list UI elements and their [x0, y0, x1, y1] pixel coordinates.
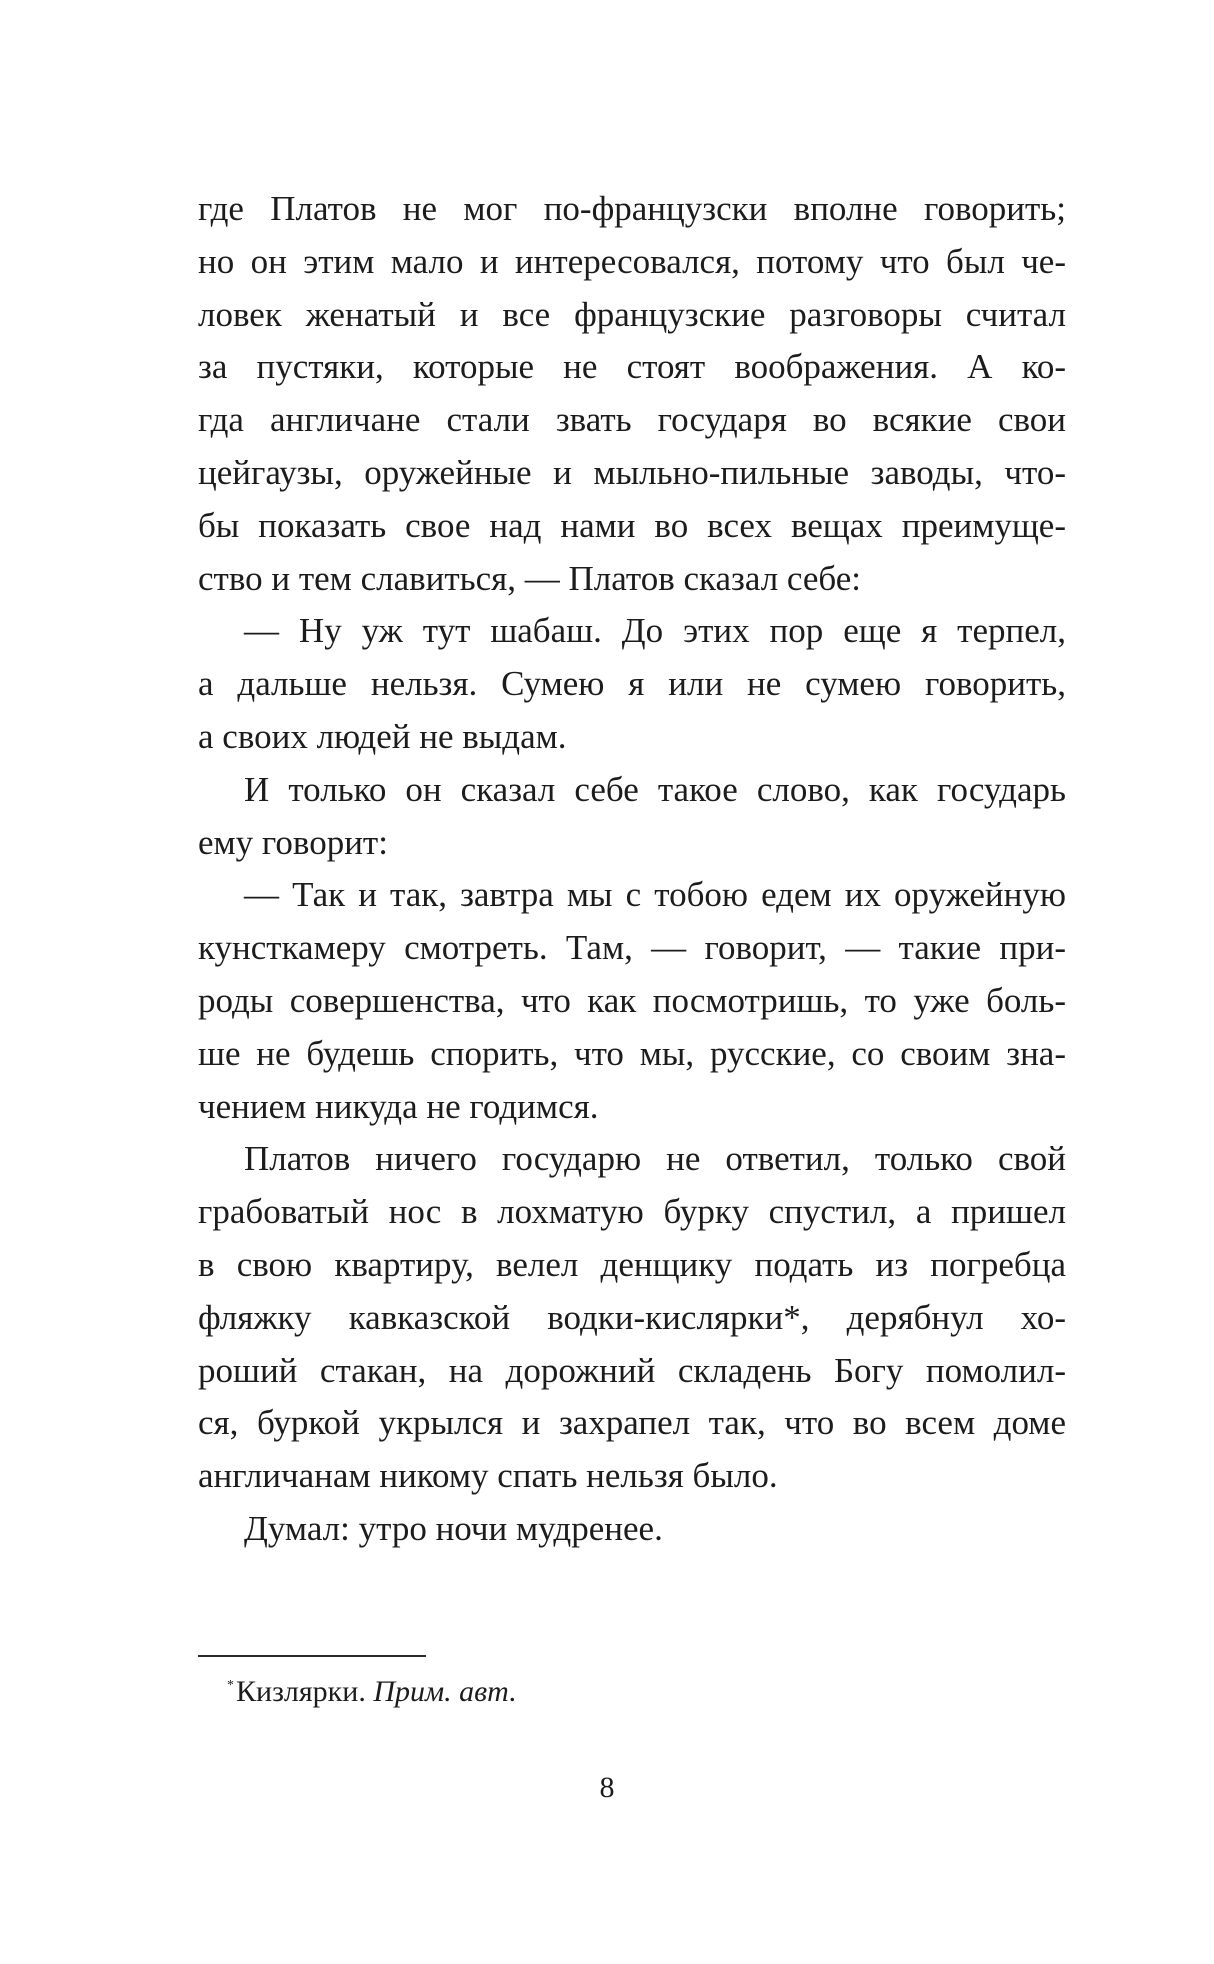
- footnote-separator: [198, 1655, 426, 1657]
- footnote-marker: *: [227, 1678, 234, 1693]
- text-line: ловек женатый и все французские разговоры считал: [198, 294, 1066, 334]
- footnote-text: Кизлярки.: [236, 1675, 366, 1708]
- text-line: англичанам никому спать нельзя было.: [198, 1456, 778, 1496]
- text-line: гда англичане стали звать государя во всякие свои: [198, 400, 1066, 440]
- text-line: роший стакан, на дорожний складень Богу помолил-: [198, 1350, 1066, 1390]
- text-line: Думал: утро ночи мудренее.: [244, 1508, 663, 1548]
- text-line: где Платов не мог по-французски вполне говорить;: [198, 189, 1066, 228]
- text-line: ся, буркой укрылся и захрапел так, что во всем доме: [198, 1403, 1066, 1443]
- text-line: за пустяки, которые не стоят воображения. А ко-: [198, 347, 1066, 387]
- page-number: 8: [599, 1771, 615, 1804]
- text-line: цейгаузы, оружейные и мыльно-пильные заводы, что-: [198, 452, 1066, 492]
- text-line: ше не будешь спорить, что мы, русские, со своим зна-: [198, 1033, 1066, 1073]
- text-line: а дальше нельзя. Сумею я или не сумею говорить,: [198, 664, 1066, 704]
- text-line: в свою квартиру, велел денщику подать из погребца: [198, 1244, 1066, 1284]
- text-line: Платов ничего государю не ответил, только свой: [244, 1139, 1066, 1179]
- text-line: фляжку кавказской водки-кислярки*, дерябнул хо-: [198, 1297, 1066, 1337]
- text-line: грабоватый нос в лохматую бурку спустил, а пришел: [198, 1192, 1066, 1232]
- text-line: ему говорит:: [198, 822, 388, 862]
- text-line: бы показать свое над нами во всех вещах преимуще-: [198, 505, 1066, 545]
- text-line: роды совершенства, что как посмотришь, то уже боль-: [198, 980, 1066, 1020]
- text-line: — Так и так, завтра мы с тобою едем их оружейную: [244, 875, 1066, 915]
- text-line: но он этим мало и интересовался, потому что был че-: [198, 241, 1066, 281]
- text-line: ство и тем славиться, — Платов сказал себе:: [198, 558, 862, 598]
- text-line: а своих людей не выдам.: [198, 716, 567, 756]
- text-line: чением никуда не годимся.: [198, 1086, 599, 1126]
- footnote: [227, 1672, 517, 1712]
- text-line: И только он сказал себе такое слово, как государь: [244, 769, 1066, 809]
- text-line: — Ну уж тут шабаш. До этих пор еще я терпел,: [244, 611, 1066, 651]
- text-line: кунсткамеру смотреть. Там, — говорит, — такие при-: [198, 928, 1066, 968]
- body-text: [198, 183, 1066, 1556]
- footnote-note: Прим. авт.: [373, 1675, 517, 1708]
